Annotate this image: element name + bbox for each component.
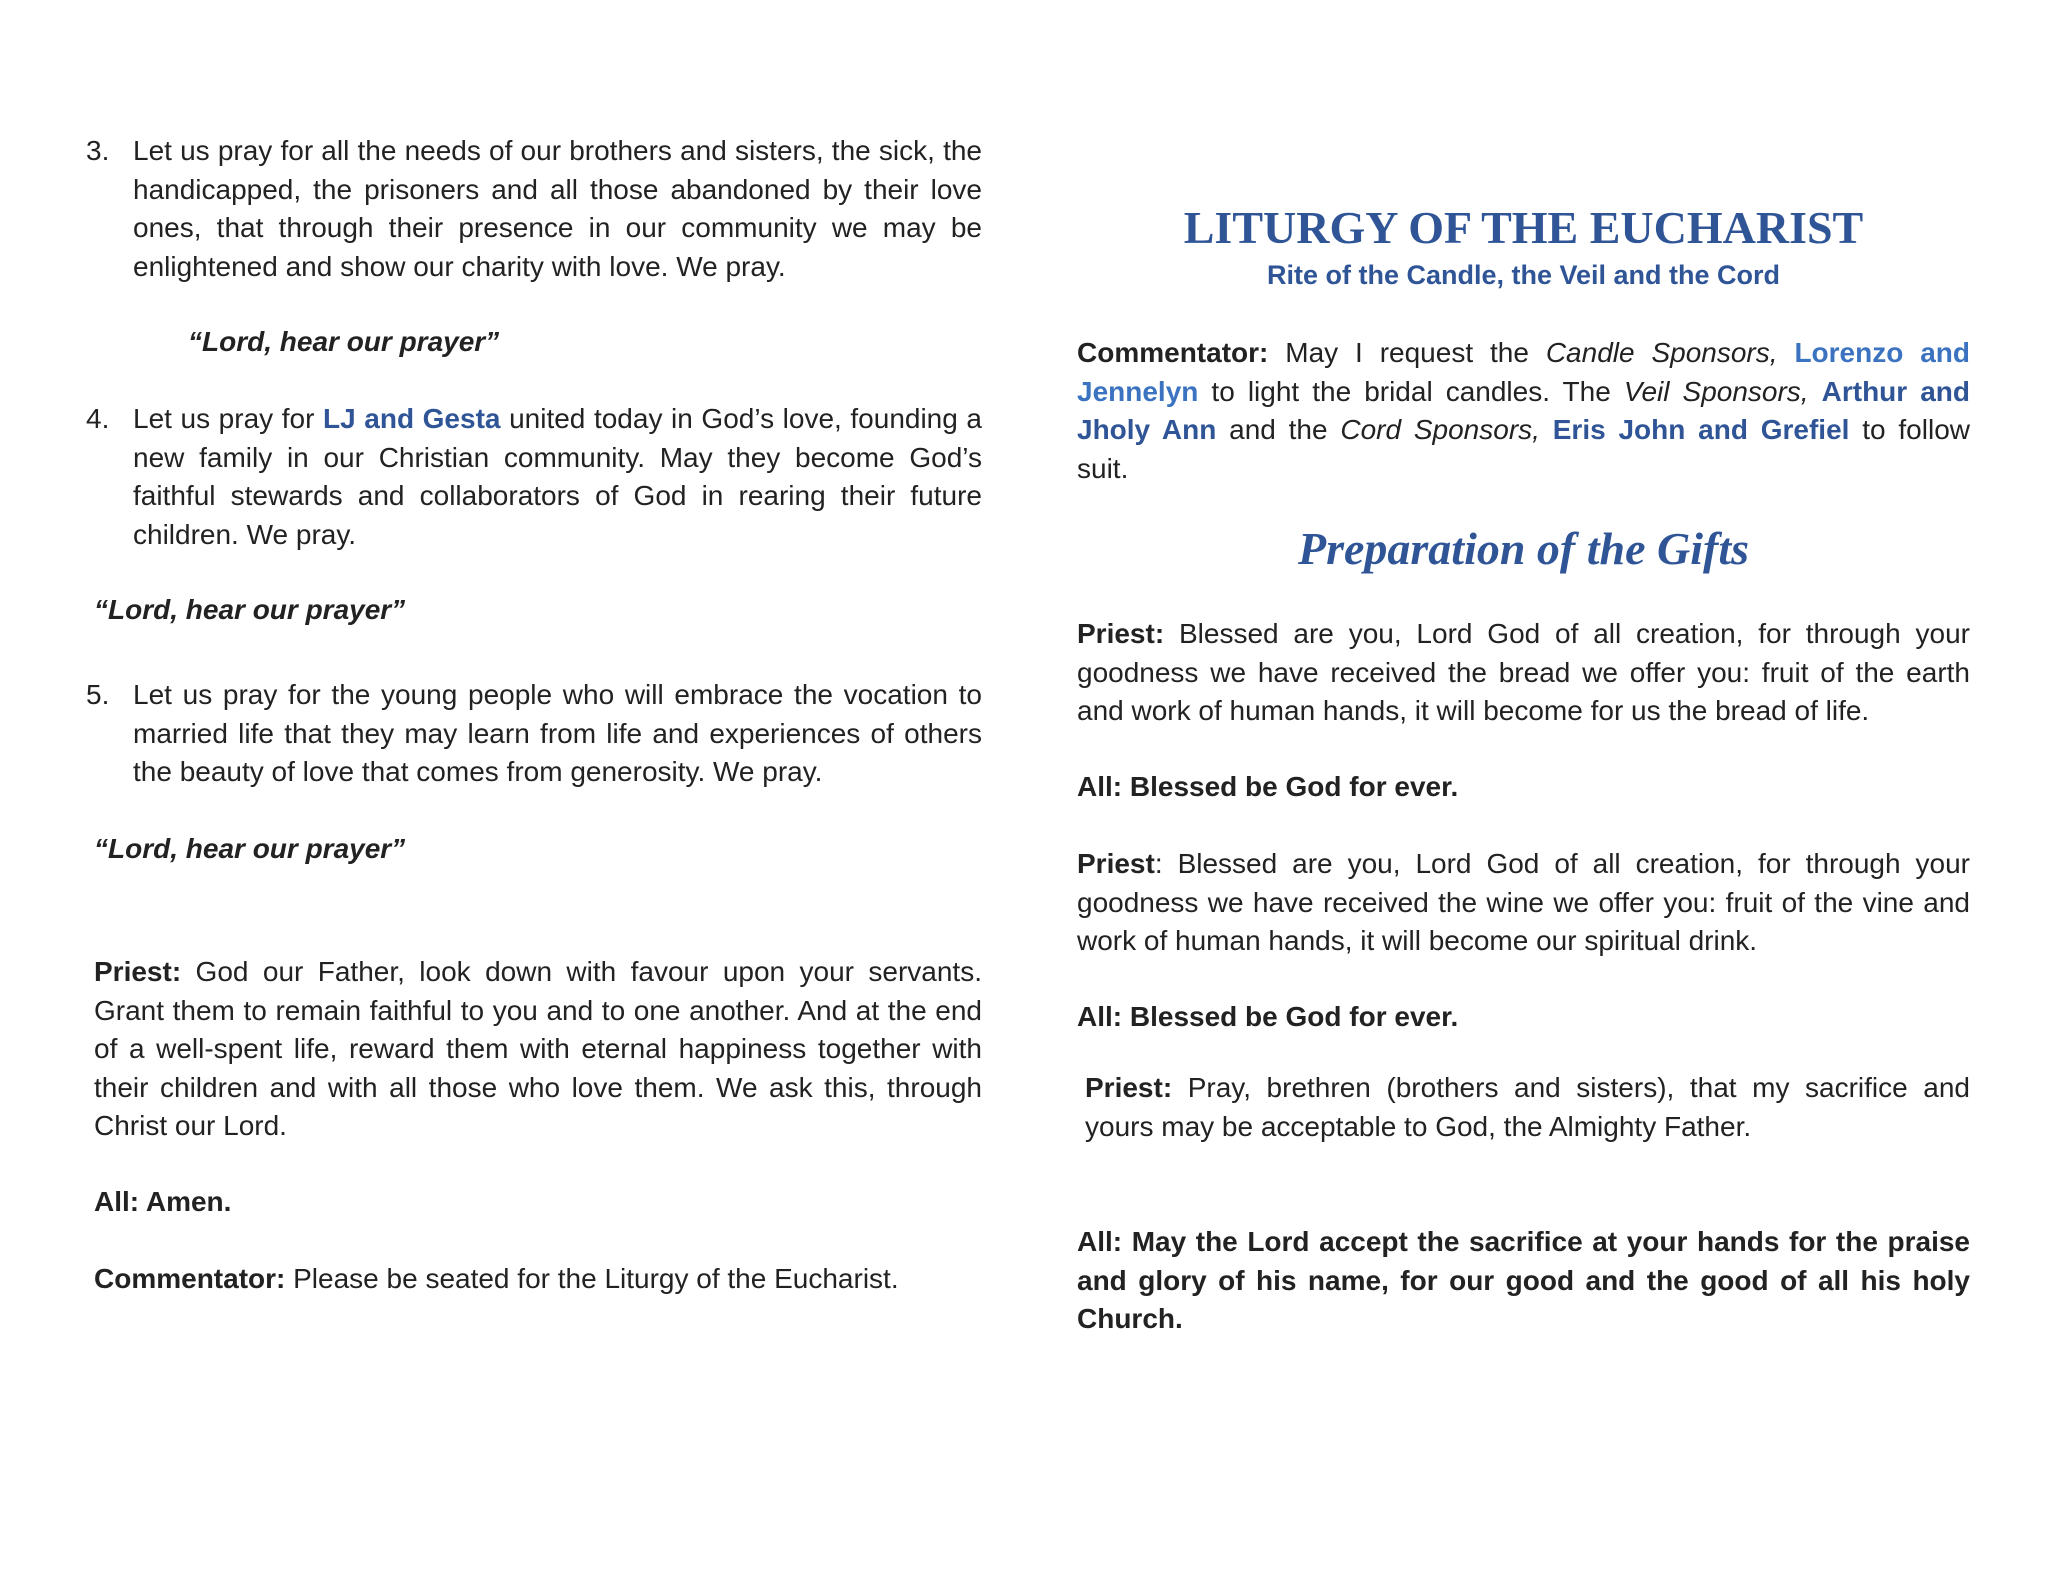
petition-5: [86, 676, 982, 792]
prayer-text: God our Father, look down with favour upon your servants. Grant them to remain faithful to you and to one another. And at the end of a well-spent life, reward them with eternal happiness together with their children and with all those who love them. We ask this, through Christ our Lord.: [94, 956, 982, 1141]
candle-sponsors-label: Candle Sponsors,: [1545, 337, 1778, 368]
response-lord-hear-our-prayer: “Lord, hear our prayer”: [94, 594, 406, 625]
candle-sponsor-names: Lorenzo and Jennelyn: [1077, 337, 1970, 407]
commentator-text: Please be seated for the Liturgy of the Eucharist.: [285, 1263, 899, 1294]
section-heading: Preparation of the Gifts: [1297, 523, 1750, 574]
priest-bread-prayer: [1077, 615, 1970, 731]
petition-number: 3.: [86, 135, 110, 166]
petition-text: [133, 400, 982, 554]
speaker-label: Priest:: [94, 956, 182, 987]
prayer-text: Blessed are you, Lord God of all creation, for through your goodness we have received the bread we offer you: fruit of the earth and work of human hands, it will become for us the bread of life.: [1077, 618, 1970, 726]
priest-pray-brethren: [1085, 1069, 1970, 1146]
speaker-label: Commentator:: [94, 1263, 286, 1294]
petition-text: Let us pray for the young people who will embrace the vocation to married life that they may learn from life and experiences of others the beauty of love that comes from generosity. We pray.: [133, 679, 982, 787]
couple-names: LJ and Gesta: [323, 403, 501, 434]
veil-sponsor-names: Arthur and Jholy Ann: [1077, 375, 1971, 445]
petition-number: 4.: [86, 403, 110, 434]
commentator-sponsors: Commentator: May I request the Candle Sponsors, Lorenzo and Jennelyn to light the bridal candles. The Veil Sponsors, Arthur and Jholy Ann and the Cord Sponsors, Eris John and Grefiel to follow suit.: [1077, 337, 1971, 484]
priest-prayer: [94, 953, 982, 1146]
cord-sponsors-label: Cord Sponsors,: [1340, 414, 1540, 445]
petition-3: [86, 132, 982, 286]
cord-sponsor-names: Eris John and Grefiel: [1552, 414, 1850, 445]
speaker-label: Priest: [1077, 848, 1155, 879]
response-lord-hear-our-prayer: “Lord, hear our prayer”: [94, 833, 406, 864]
section-title: LITURGY OF THE EUCHARIST: [1183, 202, 1864, 253]
commentator-note: [94, 1260, 990, 1299]
all-response: All: Blessed be God for ever.: [1077, 1001, 1459, 1032]
priest-wine-prayer: [1077, 845, 1970, 961]
section-subtitle: Rite of the Candle, the Veil and the Cord: [1266, 260, 1781, 290]
speaker-label: Commentator:: [1077, 337, 1269, 368]
prayer-text: : Blessed are you, Lord God of all creation, for through your goodness we have received the wine we offer you: fruit of the vine and work of human hands, it will become our spiritual drink.: [1077, 848, 1970, 956]
petition-text-end: united today in God’s love, founding a new family in our Christian community. May they become God’s faithful stewards and collaborators of God in rearing their future children. We pray.: [133, 403, 982, 550]
response-lord-hear-our-prayer: “Lord, hear our prayer”: [188, 326, 500, 357]
veil-sponsors-label: Veil Sponsors,: [1623, 375, 1809, 407]
speaker-label: Priest:: [1077, 618, 1165, 649]
all-amen: All: Amen.: [94, 1186, 232, 1217]
petition-number: 5.: [86, 679, 110, 710]
petition-text: Let us pray for all the needs of our brothers and sisters, the sick, the handicapped, the prisoners and all those abandoned by their love ones, that through their presence in our community we may be enlightened and show our charity with love. We pray.: [133, 135, 982, 282]
petition-4: [86, 400, 982, 554]
prayer-text: Pray, brethren (brothers and sisters), that my sacrifice and yours may be acceptable to God, the Almighty Father.: [1085, 1072, 1970, 1142]
petition-text-start: Let us pray for: [133, 403, 324, 434]
speaker-label: Priest:: [1085, 1072, 1173, 1103]
all-final-response: All: May the Lord accept the sacrifice at your hands for the praise and glory of his name, for our good and the good of all his holy Church.: [1077, 1226, 1970, 1334]
all-response: All: Blessed be God for ever.: [1077, 771, 1459, 802]
